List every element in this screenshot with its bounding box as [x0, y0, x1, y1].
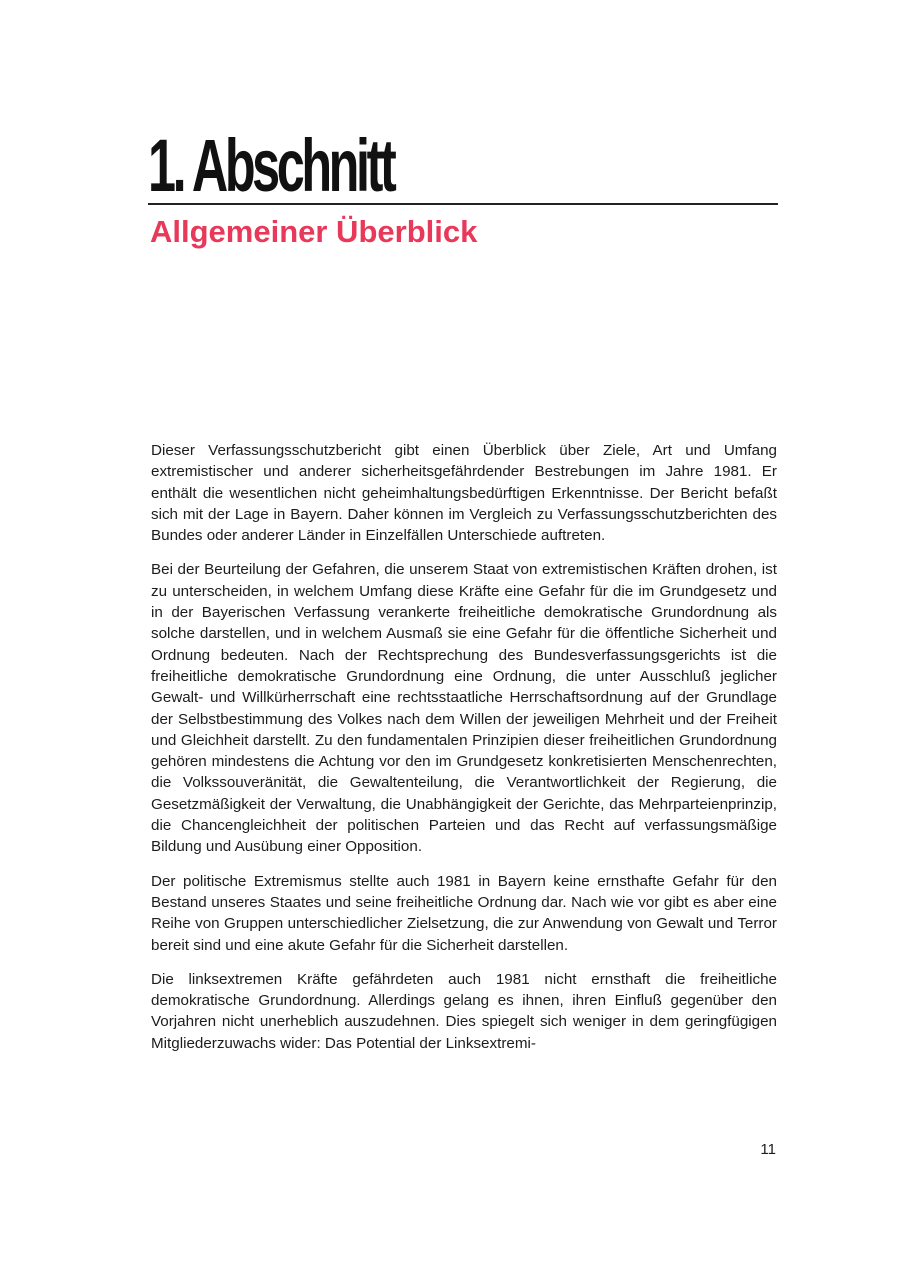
paragraph-assessment: Bei der Beurteilung der Gefahren, die unserem Staat von extremistischen Kräften drohen, ist zu unterscheiden, in welchem Umfang diese Kräfte eine Gefahr für die im Grundgesetz und in der Bayerischen Verfassung verankerte freiheitliche demokratische Grundordnung als solche darstellen, und in welchem Ausmaß sie eine Gefahr für die öffentliche Sicherheit und Ordnung bedeuten. Nach der Rechtsprechung des Bundesverfassungsgerichts ist die freiheitliche demokratische Grundordnung eine Ordnung, die unter Ausschluß jeglicher Gewalt- und Willkürherrschaft eine rechtsstaatliche Herrschaftsordnung auf der Grundlage der Selbstbestimmung des Volkes nach dem Willen der jeweiligen Mehrheit und der Freiheit und Gleichheit darstellt. Zu den fundamentalen Prinzipien dieser freiheitlichen Grundordnung gehören mindestens die Achtung vor den im Grundgesetz konkretisierten Menschenrechten, die Volkssouveränität, die Gewaltenteilung, die Verantwortlichkeit der Regierung, die Gesetzmäßigkeit der Verwaltung, die Unabhängigkeit der Gerichte, das Mehrparteienprinzip, die Chancengleichheit der politischen Parteien und das Recht auf verfassungsmäßige Bildung und Ausübung einer Opposition.: [151, 561, 777, 856]
paragraph-extremism: Der politische Extremismus stellte auch 1981 in Bayern keine ernsthafte Gefahr für den Bestand unseres Staates und seine freiheitliche Ordnung dar. Nach wie vor gibt es aber eine Reihe von Gruppen unterschiedlicher Zielsetzung, die zur Anwendung von Gewalt und Terror bereit sind und eine akute Gefahr für die Sicherheit darstellen.: [151, 872, 777, 954]
title-rule: [148, 203, 778, 205]
paragraph-intro: Dieser Verfassungsschutzbericht gibt einen Überblick über Ziele, Art und Umfang extremistischer und anderer sicherheitsgefährdender Bestrebungen im Jahre 1981. Er enthält die wesentlichen nicht geheimhaltungsbedürftigen Erkenntnisse. Der Bericht befaßt sich mit der Lage in Bayern. Daher können im Vergleich zu Verfassungsschutzberichten des Bundes oder anderer Länder in Einzelfällen Unterschiede auftreten.: [151, 442, 777, 545]
chapter-title: 1. Abschnitt: [148, 124, 394, 207]
body-text: [151, 440, 777, 1067]
section-subtitle: Allgemeiner Überblick: [150, 214, 478, 249]
paragraph-left-extremism: Die linksextremen Kräfte gefährdeten auch 1981 nicht ernsthaft die freiheitliche demokratische Grundordnung. Allerdings gelang es ihnen, ihren Einfluß gegenüber den Vorjahren nicht unerheblich auszudehnen. Dies spiegelt sich weniger in dem geringfügigen Mitgliederzuwachs wider: Das Potential der Linksextremi-: [151, 970, 777, 1052]
page-number: 11: [760, 1141, 776, 1158]
